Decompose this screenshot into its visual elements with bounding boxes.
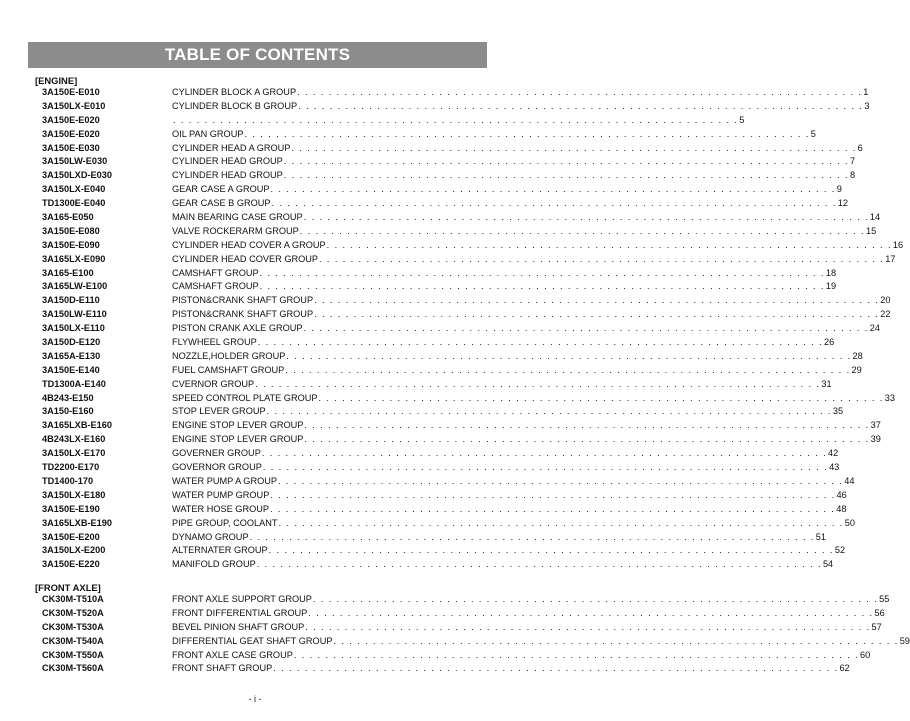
toc-leader-dots: . . . . . . . . . . . . . . . . . . . . . . . . . . . . . . . . . . . . . . . . . . . . . . . . . . . . . . . . . . . . . . . . . . . . . . . . <box>278 517 844 528</box>
toc-page-number: 35 <box>832 406 844 417</box>
toc-leader-dots: . . . . . . . . . . . . . . . . . . . . . . . . . . . . . . . . . . . . . . . . . . . . . . . . . . . . . . . . . . . . . . . . . . . . . . . . <box>255 378 821 389</box>
toc-title: STOP LEVER GROUP <box>172 406 266 417</box>
toc-part-code: 3A150LX-E110 <box>42 323 105 334</box>
toc-part-code: 3A150LX-E180 <box>42 489 106 500</box>
toc-leader-dots: . . . . . . . . . . . . . . . . . . . . . . . . . . . . . . . . . . . . . . . . . . . . . . . . . . . . . . . . . . . . . . . . . . . . . . . . <box>318 392 884 403</box>
toc-leader-dots: . . . . . . . . . . . . . . . . . . . . . . . . . . . . . . . . . . . . . . . . . . . . . . . . . . . . . . . . . . . . . . . . . . . . . . . . <box>283 170 849 181</box>
toc-entry <box>172 183 842 197</box>
toc-row <box>0 621 882 635</box>
toc-row <box>0 308 891 322</box>
toc-row <box>0 433 881 447</box>
toc-page-number: 15 <box>866 225 877 236</box>
page-title: TABLE OF CONTENTS <box>28 42 487 68</box>
toc-leader-dots: . . . . . . . . . . . . . . . . . . . . . . . . . . . . . . . . . . . . . . . . . . . . . . . . . . . . . . . . . . . . . . . . . . . . . . . . <box>266 406 832 417</box>
toc-entry <box>172 489 847 503</box>
toc-leader-dots: . . . . . . . . . . . . . . . . . . . . . . . . . . . . . . . . . . . . . . . . . . . . . . . . . . . . . . . . . . . . . . . . . . . . . . . . <box>326 239 892 250</box>
toc-row <box>0 544 846 558</box>
toc-page-number: 62 <box>839 663 850 674</box>
toc-entry <box>172 128 816 142</box>
toc-row <box>0 225 877 239</box>
page-number: - i - <box>248 694 262 704</box>
toc-title: PIPE GROUP, COOLANT <box>172 517 278 528</box>
toc-page-number: 18 <box>825 267 837 278</box>
toc-entry <box>172 239 904 253</box>
toc-entry <box>172 308 891 322</box>
toc-page-number: 3 <box>864 100 870 111</box>
toc-page-number: 37 <box>870 420 881 431</box>
toc-leader-dots: . . . . . . . . . . . . . . . . . . . . . . . . . . . . . . . . . . . . . . . . . . . . . . . . . . . . . . . . . . . . . . . . . . . . . . . . <box>286 350 852 361</box>
toc-page-number: 57 <box>871 621 882 632</box>
toc-entry <box>172 294 891 308</box>
toc-row <box>0 635 910 649</box>
toc-page-number: 59 <box>899 635 910 646</box>
toc-page-number: 19 <box>825 281 837 292</box>
toc-title: GEAR CASE B GROUP <box>172 198 271 209</box>
toc-page-number: 12 <box>837 198 848 209</box>
toc-title: WATER PUMP GROUP <box>172 489 270 500</box>
toc-entry <box>172 350 863 364</box>
toc-row <box>0 503 847 517</box>
toc-entry <box>172 253 896 267</box>
toc-leader-dots: . . . . . . . . . . . . . . . . . . . . . . . . . . . . . . . . . . . . . . . . . . . . . . . . . . . . . . . . . . . . . . . . . . . . . . . . <box>319 253 885 264</box>
toc-row <box>0 197 848 211</box>
toc-part-code: 3A165-E050 <box>42 212 94 223</box>
toc-row <box>0 114 745 128</box>
toc-part-code: 3A165LW-E100 <box>42 281 108 292</box>
toc-page-number: 5 <box>739 114 745 125</box>
toc-leader-dots: . . . . . . . . . . . . . . . . . . . . . . . . . . . . . . . . . . . . . . . . . . . . . . . . . . . . . . . . . . . . . . . . . . . . . . . . <box>283 156 849 167</box>
toc-leader-dots: . . . . . . . . . . . . . . . . . . . . . . . . . . . . . . . . . . . . . . . . . . . . . . . . . . . . . . . . . . . . . . . . . . . . . . . . <box>271 198 837 209</box>
toc-row <box>0 489 847 503</box>
toc-leader-dots: . . . . . . . . . . . . . . . . . . . . . . . . . . . . . . . . . . . . . . . . . . . . . . . . . . . . . . . . . . . . . . . . . . . . . . . . <box>257 337 823 348</box>
toc-leader-dots: . . . . . . . . . . . . . . . . . . . . . . . . . . . . . . . . . . . . . . . . . . . . . . . . . . . . . . . . . . . . . . . . . . . . . . . . <box>298 100 864 111</box>
toc-part-code: 4B243-E150 <box>42 392 94 403</box>
toc-leader-dots: . . . . . . . . . . . . . . . . . . . . . . . . . . . . . . . . . . . . . . . . . . . . . . . . . . . . . . . . . . . . . . . . . . . . . . . . <box>270 489 836 500</box>
toc-page-number: 48 <box>836 503 847 514</box>
toc-page-number: 56 <box>874 607 885 618</box>
toc-row <box>0 392 895 406</box>
toc-row <box>0 169 856 183</box>
toc-entry <box>172 364 862 378</box>
toc-title: SPEED CONTROL PLATE GROUP <box>172 392 318 403</box>
toc-entry <box>172 593 890 607</box>
toc-page-number: 6 <box>857 142 863 153</box>
toc-part-code: 3A150D-E110 <box>42 295 100 306</box>
toc-title: PISTON&CRANK SHAFT GROUP <box>172 309 314 320</box>
toc-part-code: CK30M-T510A <box>42 594 104 604</box>
toc-title: DYNAMO GROUP <box>172 531 249 542</box>
toc-part-code: 3A150LW-E030 <box>42 156 108 167</box>
toc-entry <box>172 531 827 545</box>
toc-leader-dots: . . . . . . . . . . . . . . . . . . . . . . . . . . . . . . . . . . . . . . . . . . . . . . . . . . . . . . . . . . . . . . . . . . . . . . . . <box>259 281 825 292</box>
toc-row <box>0 128 816 142</box>
toc-entry <box>172 419 881 433</box>
toc-page-number: 8 <box>850 170 856 181</box>
toc-page-number: 60 <box>860 649 871 660</box>
toc-entry <box>172 169 856 183</box>
toc-leader-dots: . . . . . . . . . . . . . . . . . . . . . . . . . . . . . . . . . . . . . . . . . . . . . . . . . . . . . . . . . . . . . . . . . . . . . . . . <box>297 87 863 97</box>
toc-title: GOVERNER GROUP <box>172 448 261 459</box>
toc-title: CAMSHAFT GROUP <box>172 281 259 292</box>
toc-title: BEVEL PINION SHAFT GROUP <box>172 621 305 632</box>
toc-leader-dots: . . . . . . . . . . . . . . . . . . . . . . . . . . . . . . . . . . . . . . . . . . . . . . . . . . . . . . . . . . . . . . . . . . . . . . . . <box>314 295 880 306</box>
toc-part-code: TD1300E-E040 <box>42 198 106 209</box>
toc-part-code: 3A150LXD-E030 <box>42 170 112 181</box>
toc-page-number: 54 <box>822 559 834 570</box>
toc-row <box>0 142 863 156</box>
toc-entry <box>172 433 881 447</box>
toc-title: CYLINDER HEAD A GROUP <box>172 142 291 153</box>
toc-page-number: 55 <box>879 594 890 604</box>
toc-leader-dots: . . . . . . . . . . . . . . . . . . . . . . . . . . . . . . . . . . . . . . . . . . . . . . . . . . . . . . . . . . . . . . . . . . . . . . . . <box>299 225 865 236</box>
toc-part-code: 3A150E-E010 <box>42 87 100 97</box>
toc-row <box>0 419 881 433</box>
toc-row <box>0 607 885 621</box>
toc-row <box>0 155 856 169</box>
toc-entry <box>172 447 839 461</box>
toc-part-code: CK30M-T540A <box>42 635 104 646</box>
toc-part-code: 3A150E-E030 <box>42 142 100 153</box>
toc-entry <box>172 405 844 419</box>
toc-row <box>0 475 855 489</box>
toc-part-code: TD2200-E170 <box>42 462 100 473</box>
toc-page-number: 52 <box>834 545 846 556</box>
toc-part-code: CK30M-T520A <box>42 607 104 618</box>
toc-leader-dots: . . . . . . . . . . . . . . . . . . . . . . . . . . . . . . . . . . . . . . . . . . . . . . . . . . . . . . . . . . . . . . . . . . . . . . . . <box>304 420 870 431</box>
toc-entry <box>172 392 895 406</box>
toc-part-code: 3A150E-E220 <box>42 559 100 570</box>
toc-page-number: 9 <box>836 184 842 195</box>
toc-page-number: 50 <box>844 517 855 528</box>
toc-title: FUEL CAMSHAFT GROUP <box>172 364 285 375</box>
toc-leader-dots: . . . . . . . . . . . . . . . . . . . . . . . . . . . . . . . . . . . . . . . . . . . . . . . . . . . . . . . . . . . . . . . . . . . . . . . . <box>256 559 822 570</box>
toc-title: ENGINE STOP LEVER GROUP <box>172 434 304 445</box>
toc-part-code: 3A150LW-E110 <box>42 309 107 320</box>
toc-entry <box>172 100 870 114</box>
toc-row <box>0 447 839 461</box>
toc-entry <box>172 621 882 635</box>
toc-leader-dots: . . . . . . . . . . . . . . . . . . . . . . . . . . . . . . . . . . . . . . . . . . . . . . . . . . . . . . . . . . . . . . . . . . . . . . . . <box>314 309 880 320</box>
toc-part-code: 3A150LX-E010 <box>42 100 106 111</box>
toc-row <box>0 280 837 294</box>
toc-leader-dots: . . . . . . . . . . . . . . . . . . . . . . . . . . . . . . . . . . . . . . . . . . . . . . . . . . . . . . . . . . . . . . . . . . . . . . . . <box>173 114 739 125</box>
toc-title: FRONT AXLE CASE GROUP <box>172 649 293 660</box>
toc-page-number: 46 <box>836 489 847 500</box>
toc-part-code: 3A150E-E190 <box>42 503 100 514</box>
toc-part-code: 3A150-E160 <box>42 406 94 417</box>
toc-leader-dots: . . . . . . . . . . . . . . . . . . . . . . . . . . . . . . . . . . . . . . . . . . . . . . . . . . . . . . . . . . . . . . . . . . . . . . . . <box>268 545 834 556</box>
toc-title: OIL PAN GROUP <box>172 128 244 139</box>
toc-page-number: 28 <box>852 350 863 361</box>
toc-entry <box>172 114 745 128</box>
section-label-engine: [ENGINE] <box>35 75 78 86</box>
toc-page-number: 1 <box>863 87 869 97</box>
toc-row <box>0 322 880 336</box>
toc-row <box>0 211 881 225</box>
toc-leader-dots: . . . . . . . . . . . . . . . . . . . . . . . . . . . . . . . . . . . . . . . . . . . . . . . . . . . . . . . . . . . . . . . . . . . . . . . . <box>269 503 836 514</box>
toc-leader-dots: . . . . . . . . . . . . . . . . . . . . . . . . . . . . . . . . . . . . . . . . . . . . . . . . . . . . . . . . . . . . . . . . . . . . . . . . <box>312 594 879 604</box>
toc-page-number: 31 <box>821 378 832 389</box>
toc-entry <box>172 649 871 663</box>
toc-title: ENGINE STOP LEVER GROUP <box>172 420 304 431</box>
toc-title: CYLINDER HEAD GROUP <box>172 156 283 167</box>
toc-entry <box>172 336 835 350</box>
toc-page-number: 16 <box>892 239 904 250</box>
toc-entry <box>172 503 847 517</box>
toc-entry <box>172 635 910 649</box>
toc-entry <box>172 197 848 211</box>
toc-title: ALTERNATER GROUP <box>172 545 268 556</box>
toc-entry <box>172 142 863 156</box>
toc-page-number: 33 <box>884 392 895 403</box>
toc-entry <box>172 155 856 169</box>
toc-leader-dots: . . . . . . . . . . . . . . . . . . . . . . . . . . . . . . . . . . . . . . . . . . . . . . . . . . . . . . . . . . . . . . . . . . . . . . . . <box>249 531 815 542</box>
toc-title: CYLINDER BLOCK A GROUP <box>172 87 297 97</box>
toc-part-code: 3A150E-E140 <box>42 364 100 375</box>
toc-title: NOZZLE,HOLDER GROUP <box>172 350 286 361</box>
toc-entry <box>172 461 840 475</box>
toc-leader-dots: . . . . . . . . . . . . . . . . . . . . . . . . . . . . . . . . . . . . . . . . . . . . . . . . . . . . . . . . . . . . . . . . . . . . . . . . <box>291 142 857 153</box>
toc-leader-dots: . . . . . . . . . . . . . . . . . . . . . . . . . . . . . . . . . . . . . . . . . . . . . . . . . . . . . . . . . . . . . . . . . . . . . . . . <box>259 267 825 278</box>
toc-row <box>0 517 855 531</box>
toc-title: WATER HOSE GROUP <box>172 503 269 514</box>
toc-page-number: 24 <box>869 323 880 334</box>
toc-part-code: 3A150E-E200 <box>42 531 100 542</box>
toc-row <box>0 100 870 114</box>
toc-part-code: 3A165A-E130 <box>42 350 101 361</box>
toc-leader-dots: . . . . . . . . . . . . . . . . . . . . . . . . . . . . . . . . . . . . . . . . . . . . . . . . . . . . . . . . . . . . . . . . . . . . . . . . <box>304 434 870 445</box>
toc-title: CAMSHAFT GROUP <box>172 267 259 278</box>
toc-entry <box>172 86 869 100</box>
toc-part-code: 3A165LXB-E160 <box>42 420 112 431</box>
toc-row <box>0 364 862 378</box>
toc-row <box>0 350 863 364</box>
toc-leader-dots: . . . . . . . . . . . . . . . . . . . . . . . . . . . . . . . . . . . . . . . . . . . . . . . . . . . . . . . . . . . . . . . . . . . . . . . . <box>303 212 869 223</box>
toc-page-number: 7 <box>850 156 856 167</box>
toc-entry <box>172 378 832 392</box>
toc-entry <box>172 544 846 558</box>
toc-part-code: TD1300A-E140 <box>42 378 106 389</box>
toc-page-number: 26 <box>823 337 835 348</box>
toc-row <box>0 267 837 281</box>
toc-part-code: CK30M-T550A <box>42 649 104 660</box>
toc-row <box>0 183 842 197</box>
toc-leader-dots: . . . . . . . . . . . . . . . . . . . . . . . . . . . . . . . . . . . . . . . . . . . . . . . . . . . . . . . . . . . . . . . . . . . . . . . . <box>305 621 871 632</box>
toc-title: CYLINDER HEAD COVER A GROUP <box>172 239 326 250</box>
toc-row <box>0 336 835 350</box>
toc-row <box>0 558 834 572</box>
toc-leader-dots: . . . . . . . . . . . . . . . . . . . . . . . . . . . . . . . . . . . . . . . . . . . . . . . . . . . . . . . . . . . . . . . . . . . . . . . . <box>244 128 810 139</box>
toc-title: MAIN BEARING CASE GROUP <box>172 212 303 223</box>
toc-title: PISTON CRANK AXLE GROUP <box>172 323 303 334</box>
toc-row <box>0 294 891 308</box>
toc-page-number: 22 <box>880 309 891 320</box>
toc-part-code: 4B243LX-E160 <box>42 434 106 445</box>
toc-title: DIFFERENTIAL GEAT SHAFT GROUP <box>172 635 333 646</box>
front-axle-entries <box>0 593 910 676</box>
toc-row <box>0 662 850 676</box>
toc-leader-dots: . . . . . . . . . . . . . . . . . . . . . . . . . . . . . . . . . . . . . . . . . . . . . . . . . . . . . . . . . . . . . . . . . . . . . . . . <box>278 475 844 486</box>
toc-entry <box>172 607 885 621</box>
toc-page-number: 44 <box>844 475 855 486</box>
toc-title: CYLINDER HEAD GROUP <box>172 170 283 181</box>
toc-part-code: 3A165LX-E090 <box>42 253 106 264</box>
toc-row <box>0 405 844 419</box>
toc-entry <box>172 280 837 294</box>
toc-entry <box>172 211 881 225</box>
toc-row <box>0 461 840 475</box>
toc-part-code: 3A150LX-E200 <box>42 545 106 556</box>
toc-leader-dots: . . . . . . . . . . . . . . . . . . . . . . . . . . . . . . . . . . . . . . . . . . . . . . . . . . . . . . . . . . . . . . . . . . . . . . . . <box>262 462 829 473</box>
section-label-front-axle: [FRONT AXLE] <box>35 582 101 593</box>
toc-part-code: 3A150E-E020 <box>42 114 100 125</box>
toc-entry <box>172 267 837 281</box>
toc-part-code: 3A150E-E090 <box>42 239 100 250</box>
toc-page-number: 43 <box>829 462 840 473</box>
toc-leader-dots: . . . . . . . . . . . . . . . . . . . . . . . . . . . . . . . . . . . . . . . . . . . . . . . . . . . . . . . . . . . . . . . . . . . . . . . . <box>285 364 851 375</box>
toc-title: GOVERNOR GROUP <box>172 462 262 473</box>
toc-part-code: 3A150E-E080 <box>42 225 100 236</box>
toc-leader-dots: . . . . . . . . . . . . . . . . . . . . . . . . . . . . . . . . . . . . . . . . . . . . . . . . . . . . . . . . . . . . . . . . . . . . . . . . <box>273 663 839 674</box>
toc-leader-dots: . . . . . . . . . . . . . . . . . . . . . . . . . . . . . . . . . . . . . . . . . . . . . . . . . . . . . . . . . . . . . . . . . . . . . . . . <box>270 184 836 195</box>
toc-part-code: TD1400-170 <box>42 475 94 486</box>
toc-part-code: 3A165LXB-E190 <box>42 517 112 528</box>
toc-part-code: 3A165-E100 <box>42 267 94 278</box>
toc-page-number: 14 <box>869 212 881 223</box>
toc-title: FLYWHEEL GROUP <box>172 337 257 348</box>
toc-leader-dots: . . . . . . . . . . . . . . . . . . . . . . . . . . . . . . . . . . . . . . . . . . . . . . . . . . . . . . . . . . . . . . . . . . . . . . . . <box>308 607 874 618</box>
toc-part-code: 3A150D-E120 <box>42 337 101 348</box>
toc-entry <box>172 558 834 572</box>
toc-entry <box>172 662 850 676</box>
toc-page-number: 5 <box>810 128 816 139</box>
toc-row <box>0 253 896 267</box>
toc-page-number: 51 <box>815 531 827 542</box>
toc-title: CYLINDER BLOCK B GROUP <box>172 100 298 111</box>
toc-page-number: 17 <box>885 253 896 264</box>
toc-part-code: 3A150LX-E040 <box>42 184 106 195</box>
toc-part-code: 3A150E-E020 <box>42 128 100 139</box>
toc-row <box>0 86 869 100</box>
toc-entry <box>172 475 855 489</box>
toc-row <box>0 649 871 663</box>
toc-title: PISTON&CRANK SHAFT GROUP <box>172 295 314 306</box>
toc-title: CYLINDER HEAD COVER GROUP <box>172 253 319 264</box>
toc-title: GEAR CASE A GROUP <box>172 184 270 195</box>
toc-leader-dots: . . . . . . . . . . . . . . . . . . . . . . . . . . . . . . . . . . . . . . . . . . . . . . . . . . . . . . . . . . . . . . . . . . . . . . . . <box>261 448 828 459</box>
toc-row <box>0 239 904 253</box>
toc-leader-dots: . . . . . . . . . . . . . . . . . . . . . . . . . . . . . . . . . . . . . . . . . . . . . . . . . . . . . . . . . . . . . . . . . . . . . . . . <box>303 323 869 334</box>
toc-row <box>0 378 832 392</box>
toc-leader-dots: . . . . . . . . . . . . . . . . . . . . . . . . . . . . . . . . . . . . . . . . . . . . . . . . . . . . . . . . . . . . . . . . . . . . . . . . <box>333 635 899 646</box>
toc-page-number: 39 <box>870 434 881 445</box>
toc-title: WATER PUMP A GROUP <box>172 475 277 486</box>
toc-page-number: 29 <box>851 364 862 375</box>
toc-part-code: CK30M-T560A <box>42 663 104 674</box>
toc-row <box>0 593 890 607</box>
toc-part-code: 3A150LX-E170 <box>42 448 106 459</box>
toc-title: VALVE ROCKERARM GROUP <box>172 225 299 236</box>
toc-title: CVERNOR GROUP <box>172 378 255 389</box>
toc-page-number: 20 <box>880 295 891 306</box>
toc-leader-dots: . . . . . . . . . . . . . . . . . . . . . . . . . . . . . . . . . . . . . . . . . . . . . . . . . . . . . . . . . . . . . . . . . . . . . . . . <box>293 649 860 660</box>
engine-entries <box>0 86 904 572</box>
toc-title: FRONT DIFFERENTIAL GROUP <box>172 607 308 618</box>
toc-title: FRONT AXLE SUPPORT GROUP <box>172 594 312 604</box>
toc-title: MANIFOLD GROUP <box>172 559 256 570</box>
toc-entry <box>172 225 877 239</box>
toc-entry <box>172 517 855 531</box>
toc-entry <box>172 322 880 336</box>
toc-title: FRONT SHAFT GROUP <box>172 663 273 674</box>
toc-part-code: CK30M-T530A <box>42 621 104 632</box>
toc-row <box>0 531 827 545</box>
toc-page-number: 42 <box>828 448 839 459</box>
